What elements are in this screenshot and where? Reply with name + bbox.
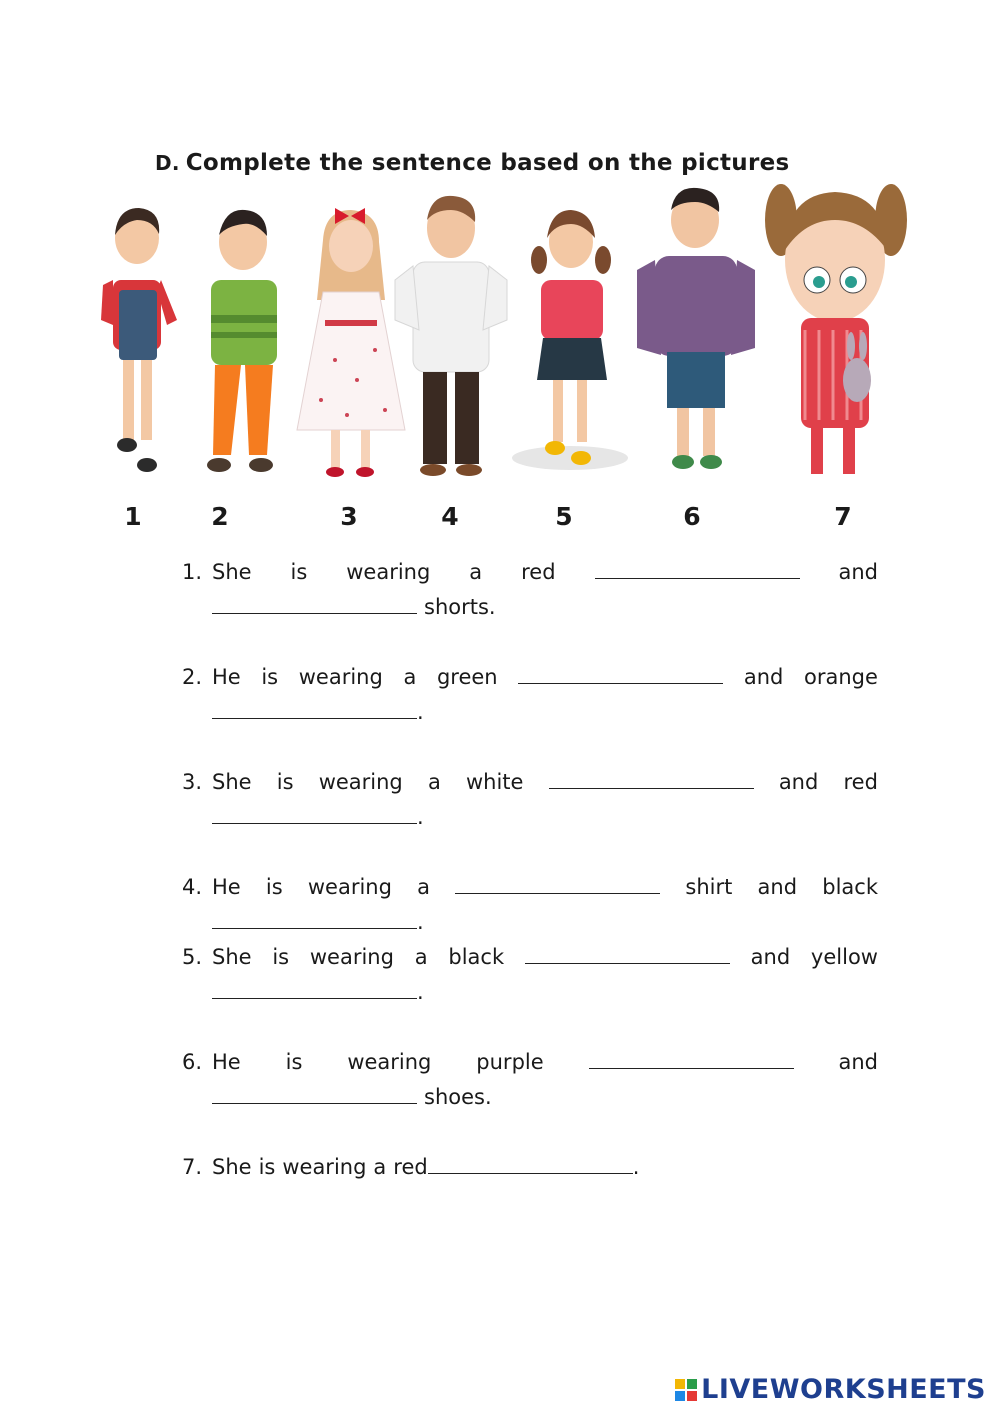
answer-blank-4-line2-1[interactable] — [212, 908, 417, 929]
answer-blank-5-line1-1[interactable] — [525, 943, 730, 964]
child-figure-1 — [101, 208, 177, 472]
figure-number-2: 2 — [211, 502, 229, 531]
sentence-word: He — [212, 665, 241, 689]
sentence-word: and — [838, 1050, 878, 1074]
logo-square-4 — [687, 1391, 697, 1401]
question-4 — [182, 870, 878, 940]
sentence-word: He — [212, 1050, 241, 1074]
sentence-word: is — [285, 1050, 303, 1074]
answer-blank-6-line2-1[interactable] — [212, 1083, 417, 1104]
sentence-word: and — [743, 665, 784, 689]
worksheet-heading — [155, 150, 790, 176]
sentence-word: . — [417, 805, 424, 829]
sentence-word: is — [258, 1155, 276, 1179]
sentence-word: wearing — [318, 770, 403, 794]
sentence-word: black — [448, 945, 505, 969]
figure-number-1: 1 — [124, 502, 142, 531]
sentence-word: shirt — [685, 875, 733, 899]
figure-number-6: 6 — [683, 502, 701, 531]
sentence-word: shoes. — [424, 1085, 492, 1109]
question-6 — [182, 1045, 878, 1115]
answer-blank-3-line1-1[interactable] — [549, 768, 754, 789]
sentence-word: green — [436, 665, 498, 689]
sentence-word: a — [373, 1155, 387, 1179]
answer-blank-1-line1-1[interactable] — [595, 558, 800, 579]
question-number: 5. — [182, 945, 203, 969]
question-number: 2. — [182, 665, 203, 689]
answer-blank-6-line1-1[interactable] — [589, 1048, 794, 1069]
sentence-word: . — [417, 980, 424, 1004]
logo-square-2 — [687, 1379, 697, 1389]
sentence-word: red — [393, 1155, 428, 1179]
brand-footer — [675, 1374, 986, 1405]
sentence-word: is — [265, 875, 283, 899]
sentence-word: a — [427, 770, 441, 794]
child-figure-5 — [512, 210, 628, 470]
sentence-word: white — [465, 770, 524, 794]
child-figure-2 — [207, 210, 277, 472]
sentence-word: red — [521, 560, 556, 584]
child-figure-7 — [765, 184, 907, 474]
sentence-word: a — [403, 665, 417, 689]
sentence-word: yellow — [810, 945, 878, 969]
child-figure-3 — [297, 208, 405, 477]
logo-square-3 — [675, 1391, 685, 1401]
answer-blank-3-line2-1[interactable] — [212, 803, 417, 824]
sentence-word: is — [290, 560, 308, 584]
sentence-word: . — [417, 700, 424, 724]
sentence-word: She — [212, 770, 252, 794]
sentence-word: wearing — [346, 560, 431, 584]
sentence-word: is — [276, 770, 294, 794]
answer-blank-2-line1-1[interactable] — [518, 663, 723, 684]
sentence-word: orange — [804, 665, 878, 689]
sentence-word: wearing — [347, 1050, 432, 1074]
sentence-word: red — [843, 770, 878, 794]
question-7 — [182, 1150, 878, 1185]
answer-blank-4-line1-1[interactable] — [455, 873, 660, 894]
logo-square-1 — [675, 1379, 685, 1389]
sentence-word: a — [414, 945, 428, 969]
question-2 — [182, 660, 878, 730]
figure-number-4: 4 — [441, 502, 459, 531]
figure-number-3: 3 — [340, 502, 358, 531]
sentence-word: wearing — [298, 665, 383, 689]
answer-blank-7-line1-1[interactable] — [428, 1153, 633, 1174]
figure-number-5: 5 — [555, 502, 573, 531]
section-letter: D. — [155, 151, 180, 175]
question-number: 6. — [182, 1050, 203, 1074]
figure-number-7: 7 — [834, 502, 852, 531]
sentence-word: . — [632, 1155, 640, 1179]
section-instruction: Complete the sentence based on the pictures — [185, 150, 790, 176]
sentence-word: and — [778, 770, 819, 794]
sentence-word: She — [212, 945, 252, 969]
answer-blank-5-line2-1[interactable] — [212, 978, 417, 999]
children-illustration — [95, 180, 915, 485]
question-number: 3. — [182, 770, 203, 794]
question-number: 1. — [182, 560, 203, 584]
sentence-word: and — [750, 945, 791, 969]
sentence-word: is — [272, 945, 290, 969]
answer-blank-2-line2-1[interactable] — [212, 698, 417, 719]
sentence-word: . — [417, 910, 424, 934]
question-number: 4. — [182, 875, 203, 899]
sentence-word: wearing — [309, 945, 394, 969]
sentence-word: She — [212, 1155, 252, 1179]
sentence-word: is — [261, 665, 279, 689]
question-1 — [182, 555, 878, 625]
sentence-word: and — [757, 875, 798, 899]
sentence-word: wearing — [307, 875, 392, 899]
child-figure-6 — [637, 188, 755, 469]
sentence-word: shorts. — [424, 595, 496, 619]
sentence-word: a — [417, 875, 431, 899]
sentence-word: She — [212, 560, 252, 584]
sentence-word: wearing — [282, 1155, 367, 1179]
sentence-word: and — [838, 560, 878, 584]
liveworksheets-logo-icon — [675, 1379, 697, 1401]
sentence-word: a — [469, 560, 483, 584]
sentence-word: black — [822, 875, 878, 899]
brand-name: LIVEWORKSHEETS — [701, 1374, 986, 1405]
sentence-word: purple — [476, 1050, 544, 1074]
question-3 — [182, 765, 878, 835]
question-5 — [182, 940, 878, 1010]
answer-blank-1-line2-1[interactable] — [212, 593, 417, 614]
sentence-word: He — [212, 875, 241, 899]
child-figure-4 — [395, 196, 507, 476]
question-number: 7. — [182, 1155, 203, 1179]
